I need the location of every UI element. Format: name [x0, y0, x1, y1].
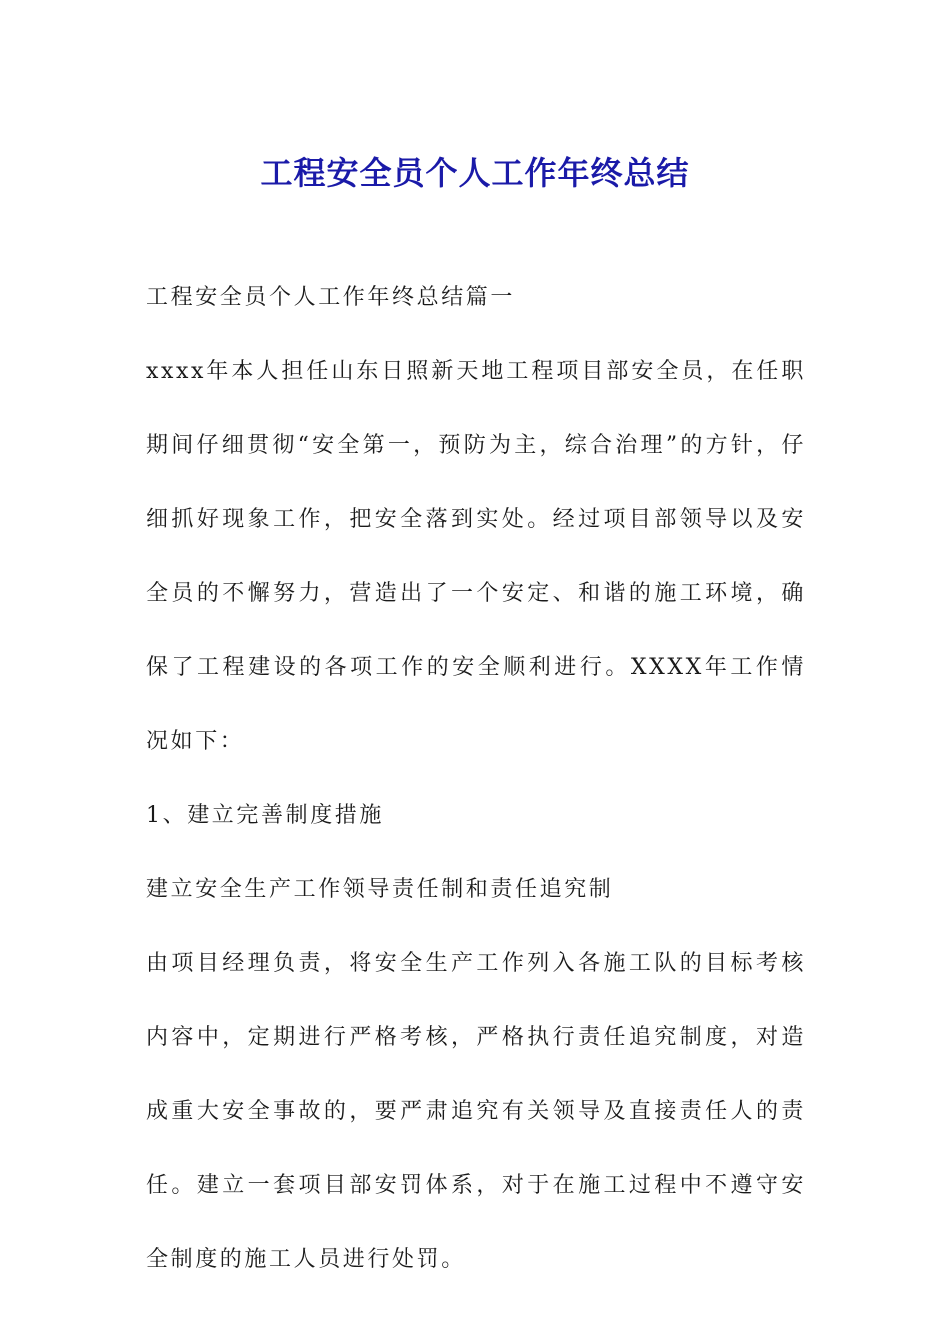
document-body — [146, 261, 806, 1297]
subheading-measures: 1、建立完善制度措施 — [146, 803, 384, 828]
subheading-responsibility: 建立安全生产工作领导责任制和责任追究制 — [146, 877, 614, 902]
intro-paragraph: xxxx年本人担任山东日照新天地工程项目部安全员，在任职期间仔细贯彻“安全第一，预防为主，综合治理”的方针，仔细抓好现象工作，把安全落到实处。经过项目部领导以及安全员的不懈努力，营造出了一个安定、和谐的施工环境，确保了工程建设的各项工作的安全顺利进行。XXXX年工作情况如下： — [146, 359, 806, 754]
responsibility-paragraph: 由项目经理负责，将安全生产工作列入各施工队的目标考核内容中，定期进行严格考核，严格执行责任追究制度，对造成重大安全事故的，要严肃追究有关领导及直接责任人的责任。建立一套项目部安罚体系，对于在施工过程中不遵守安全制度的施工人员进行处罚。 — [146, 951, 806, 1272]
document-title: 工程安全员个人工作年终总结 — [260, 154, 690, 193]
section-heading: 工程安全员个人工作年终总结篇一 — [146, 285, 516, 310]
